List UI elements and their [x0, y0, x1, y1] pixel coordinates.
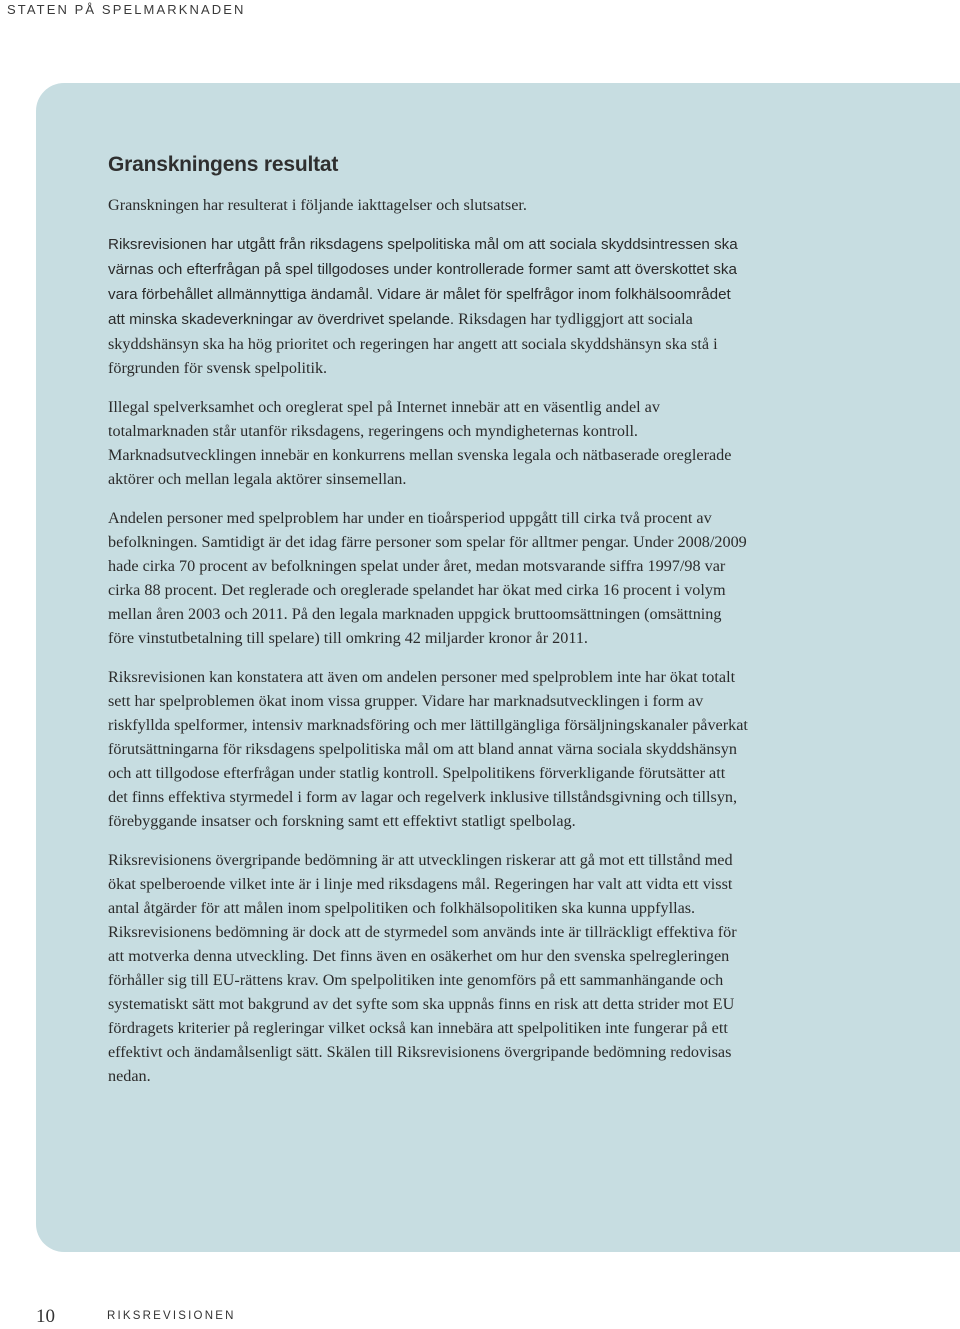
- main-content: [108, 150, 748, 1103]
- paragraph-goals-serif-part: Riksdagen har tydliggjort att sociala skyddshänsyn ska ha hög prioritet och regeringen har angett att sociala skyddshänsyn ska stå i förgrunden för svensk spelpolitik.: [108, 310, 718, 377]
- paragraph-illegal-gambling: Illegal spelverksamhet och oreglerat spel på Internet innebär att en väsentlig andel av totalmarknaden står utanför riksdagens, regeringens och myndigheternas kontroll. Marknadsutvecklingen innebär en konkurrens mellan svenska legala och nätbaserade oreglerade aktörer och mellan legala aktörer sinsemellan.: [108, 398, 732, 488]
- intro-paragraph: Granskningen har resulterat i följande iakttagelser och slutsatser.: [108, 196, 527, 214]
- paragraph-market-development: Riksrevisionen kan konstatera att även om andelen personer med spelproblem inte har ökat totalt sett har spelproblemen ökat inom vissa grupper. Vidare har marknadsutvecklingen i form av riskfyllda spelformer, intensiv marknadsföring och mer lättillgängliga försäljningskanaler påverkat förutsättningarna för riksdagens spelpolitiska mål om att bland annat värna sociala skyddshänsyn och att tillgodose efterfrågan under statlig kontroll. Spelpolitikens förverkligande förutsätter att det finns effektiva styrmedel i form av lagar och regelverk inklusive tillståndsgivning och tillsyn, förebyggande insatser och forskning samt ett effektivt statligt spelbolag.: [108, 668, 748, 830]
- paragraph-gambling-problems: Andelen personer med spelproblem har under en tioårsperiod uppgått till cirka två procent av befolkningen. Samtidigt är det idag färre personer som spelar för alltmer pengar. Under 2008/2009 hade cirka 70 procent av befolkningen spelat under året, medan motsvarande siffra 1997/98 var cirka 88 procent. Det reglerade och oreglerade spelandet har ökat med cirka 16 procent i volym mellan åren 2003 och 2011. På den legala marknaden uppgick bruttoomsättningen (omsättning före vinstutbetalning till spelare) till omkring 42 miljarder kronor år 2011.: [108, 509, 747, 647]
- section-title: Granskningens resultat: [108, 153, 339, 176]
- footer-organization: RIKSREVISIONEN: [107, 1310, 236, 1322]
- paragraph-overall-assessment: Riksrevisionens övergripande bedömning är att utvecklingen riskerar att gå mot ett tillstånd med ökat spelberoende vilket inte är i linje med riksdagens mål. Regeringen har valt att vidta ett visst antal åtgärder för att målen inom spelpolitiken och folkhälsopolitiken ska kunna uppfyllas. Riksrevisionens bedömning är dock att de styrmedel som används inte är tillräckligt effektiva för att motverka denna utveckling. Det finns även en osäkerhet om hur den svenska spelregleringen förhåller sig till EU-rättens krav. Om spelpolitiken inte genomförs på ett sammanhängande och systematiskt sätt mot bakgrund av det syfte som ska uppnås finns en risk att detta strider mot EU fördragets kriterier på regleringar vilket också kan innebära att spelpolitiken inte fungerar på ett effektivt och ändamålsenligt sätt. Skälen till Riksrevisionens övergripande bedömning redovisas nedan.: [108, 851, 737, 1085]
- page-number: 10: [36, 1306, 55, 1327]
- running-header: STATEN PÅ SPELMARKNADEN: [7, 2, 246, 17]
- paragraph-goals-sans-part: Riksrevisionen har utgått från riksdagens spelpolitiska mål om att sociala skyddsintressen ska värnas och efterfrågan på spel tillgodoses under kontrollerade former samt att överskottet ska vara förbehållet allmännyttiga ändamål. Vidare är målet för spelfrågor inom folkhälsoområdet att minska skadeverkningar av överdrivet spelande.: [108, 236, 738, 328]
- paragraph-goals: [108, 232, 748, 380]
